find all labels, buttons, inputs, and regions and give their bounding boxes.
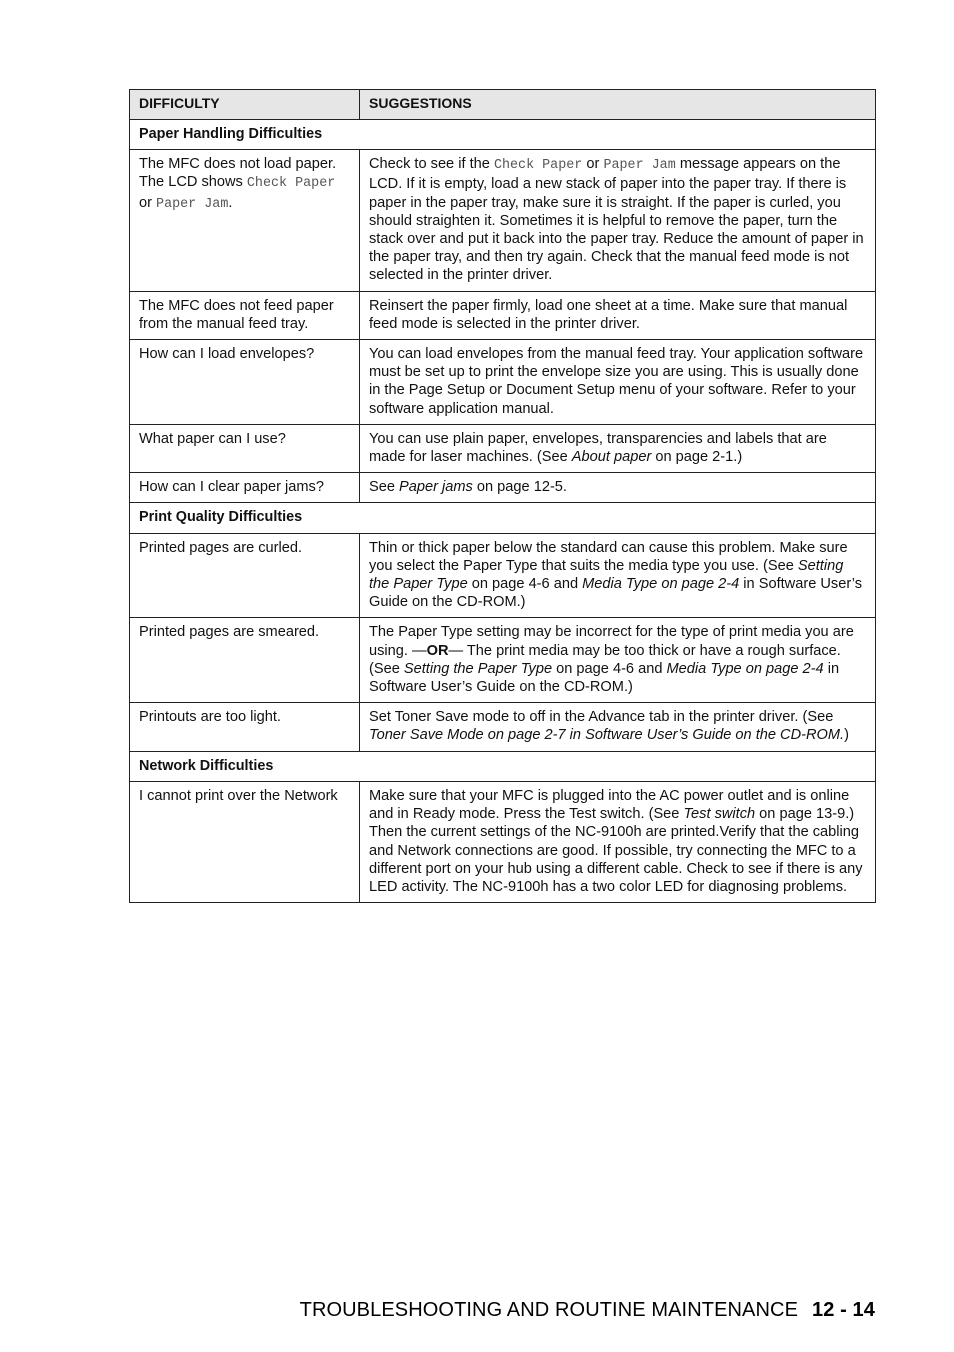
cross-reference: Toner Save Mode on page 2-7 in Software User’s Guide on the CD-ROM. [369,727,845,744]
suggestion-text: on page 13-9.) Then the current settings of the NC-9100h are printed.Verify that the cabling and Network connections are good. If possible, try connecting the MFC to a different port on your hub using a different cable. Check to see if there is any LED activity. The NC-9100h has a two color LED for diagnosing problems. [369,806,863,895]
suggestion-cell [360,533,876,618]
suggestion-text: on page 2-1.) [651,449,743,466]
header-suggestions: SUGGESTIONS [360,90,876,120]
suggestion-text: on page 4-6 and [552,660,667,677]
lcd-message: Paper Jam [156,196,229,212]
suggestion-text: Make sure that your MFC is plugged into the AC power outlet and is online and in Ready mode. Press the Test switch. (See [369,787,850,823]
suggestion-text: ) [844,727,849,744]
section-row [130,751,876,781]
suggestion-cell: Reinsert the paper firmly, load one sheet at a time. Make sure that manual feed mode is selected in the printer driver. [360,291,876,339]
troubleshooting-table [129,89,876,903]
suggestion-cell: You can load envelopes from the manual feed tray. Your application software must be set up to print the envelope size you are using. This is usually done in the Page Setup or Document Setup menu of your software. Refer to your software application manual. [360,340,876,425]
difficulty-cell: The MFC does not feed paper from the manual feed tray. [130,291,360,339]
table-row [130,473,876,503]
table-row [130,424,876,472]
suggestion-text: or [582,156,604,173]
difficulty-text: or [139,194,157,211]
difficulty-cell: How can I clear paper jams? [130,473,360,503]
page-number: 12 - 14 [812,1299,875,1321]
section-row [130,120,876,150]
chapter-title: TROUBLESHOOTING AND ROUTINE MAINTENANCE [299,1299,799,1321]
table-row [130,533,876,618]
difficulty-cell: Printed pages are curled. [130,533,360,618]
suggestion-text: See [369,479,400,496]
suggestion-text: You can use plain paper, envelopes, transparencies and labels that are made for laser machines. (See [369,430,827,466]
section-network: Network Difficulties [130,751,876,781]
cross-reference: Paper jams [399,479,473,496]
difficulty-cell [130,150,360,291]
difficulty-cell: How can I load envelopes? [130,340,360,425]
cross-reference: Setting the Paper Type [369,557,844,593]
section-paper-handling: Paper Handling Difficulties [130,120,876,150]
table-row [130,340,876,425]
suggestion-cell [360,781,876,902]
difficulty-cell: What paper can I use? [130,424,360,472]
difficulty-cell: Printouts are too light. [130,703,360,751]
difficulty-cell: Printed pages are smeared. [130,618,360,703]
cross-reference: Test switch [683,806,756,823]
section-print-quality: Print Quality Difficulties [130,503,876,533]
page-footer [300,1299,875,1322]
suggestion-text: — The print media may be too thick or have a rough surface. (See [369,642,841,677]
table-row [130,703,876,751]
or-emphasis: OR [426,642,449,659]
suggestion-cell [360,618,876,703]
table-row [130,150,876,291]
suggestion-text: Set Toner Save mode to off in the Advance tab in the printer driver. (See [369,709,834,726]
suggestion-cell [360,424,876,472]
lcd-message: Paper Jam [603,158,676,174]
difficulty-cell: I cannot print over the Network [130,781,360,902]
cross-reference: Media Type on page 2-4 [582,576,740,593]
suggestion-text: in Software User’s Guide on the CD-ROM.) [369,660,840,696]
suggestion-cell [360,473,876,503]
lcd-message: Check Paper [246,176,336,192]
difficulty-text: The MFC does not load paper. The LCD shows [139,156,337,191]
suggestion-text: on page 12-5. [472,479,567,496]
suggestion-text: Thin or thick paper below the standard can cause this problem. Make sure you select the Paper Type that suits the media type you use. (See [369,539,848,574]
difficulty-text: . [228,194,233,211]
cross-reference: About paper [571,449,652,466]
section-row [130,503,876,533]
suggestion-text: Check to see if the [369,156,494,173]
suggestion-cell [360,150,876,291]
header-difficulty: DIFFICULTY [130,90,360,120]
table-row [130,781,876,902]
suggestion-text: on page 4-6 and [467,576,583,593]
cross-reference: Setting the Paper Type [403,660,553,677]
suggestion-cell [360,703,876,751]
table-header-row [130,90,876,120]
suggestion-text: The Paper Type setting may be incorrect for the type of print media you are using. — [369,624,854,659]
cross-reference: Media Type on page 2-4 [666,660,824,677]
suggestion-text: message appears on the LCD. If it is empty, load a new stack of paper into the paper tray. If there is paper in the paper tray, make sure it is straight. If the paper is curled, you should straighten it. Sometimes it is helpful to remove the paper, turn the stack over and put it back into the paper tray. Reduce the amount of paper in the paper tray, and then try again. Check that the manual feed mode is not selected in the printer driver. [369,156,864,284]
table-row [130,291,876,339]
suggestion-text: in Software User’s Guide on the CD-ROM.) [369,576,862,611]
table-row [130,618,876,703]
lcd-message: Check Paper [493,158,583,174]
